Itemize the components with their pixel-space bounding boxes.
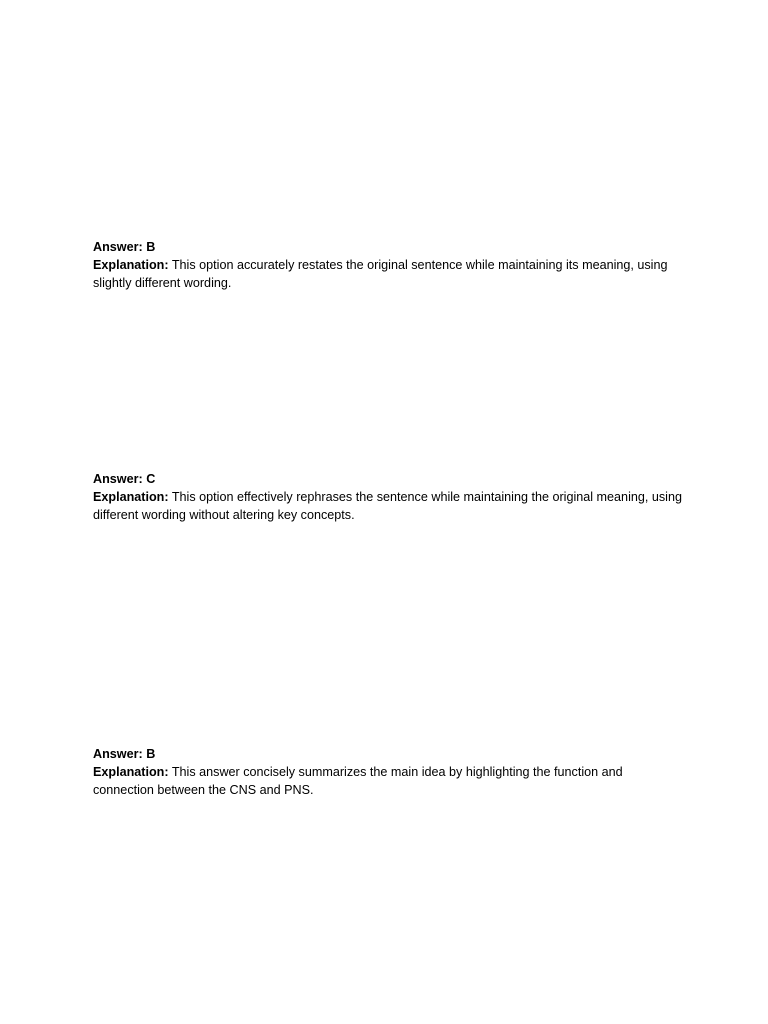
answer-value: C <box>146 472 156 486</box>
explanation-text: This option effectively rephrases the sentence while maintaining the original meaning, using different wording without altering key concepts. <box>93 490 682 522</box>
answer-label: Answer: <box>93 747 143 761</box>
answer-value: B <box>146 240 156 254</box>
explanation-label: Explanation: <box>93 490 169 504</box>
explanation-label: Explanation: <box>93 765 169 779</box>
answer-line <box>93 745 683 763</box>
answer-block <box>93 238 683 292</box>
answer-block <box>93 745 683 799</box>
answer-line <box>93 238 683 256</box>
explanation-line <box>93 488 683 524</box>
explanation-label: Explanation: <box>93 258 169 272</box>
answer-label: Answer: <box>93 240 143 254</box>
answer-block <box>93 470 683 524</box>
explanation-line <box>93 256 683 292</box>
explanation-text: This answer concisely summarizes the main idea by highlighting the function and connection between the CNS and PNS. <box>93 765 623 797</box>
answer-label: Answer: <box>93 472 143 486</box>
explanation-line <box>93 763 683 799</box>
answer-line <box>93 470 683 488</box>
explanation-text: This option accurately restates the original sentence while maintaining its meaning, using slightly different wording. <box>93 258 668 290</box>
answer-value: B <box>146 747 156 761</box>
